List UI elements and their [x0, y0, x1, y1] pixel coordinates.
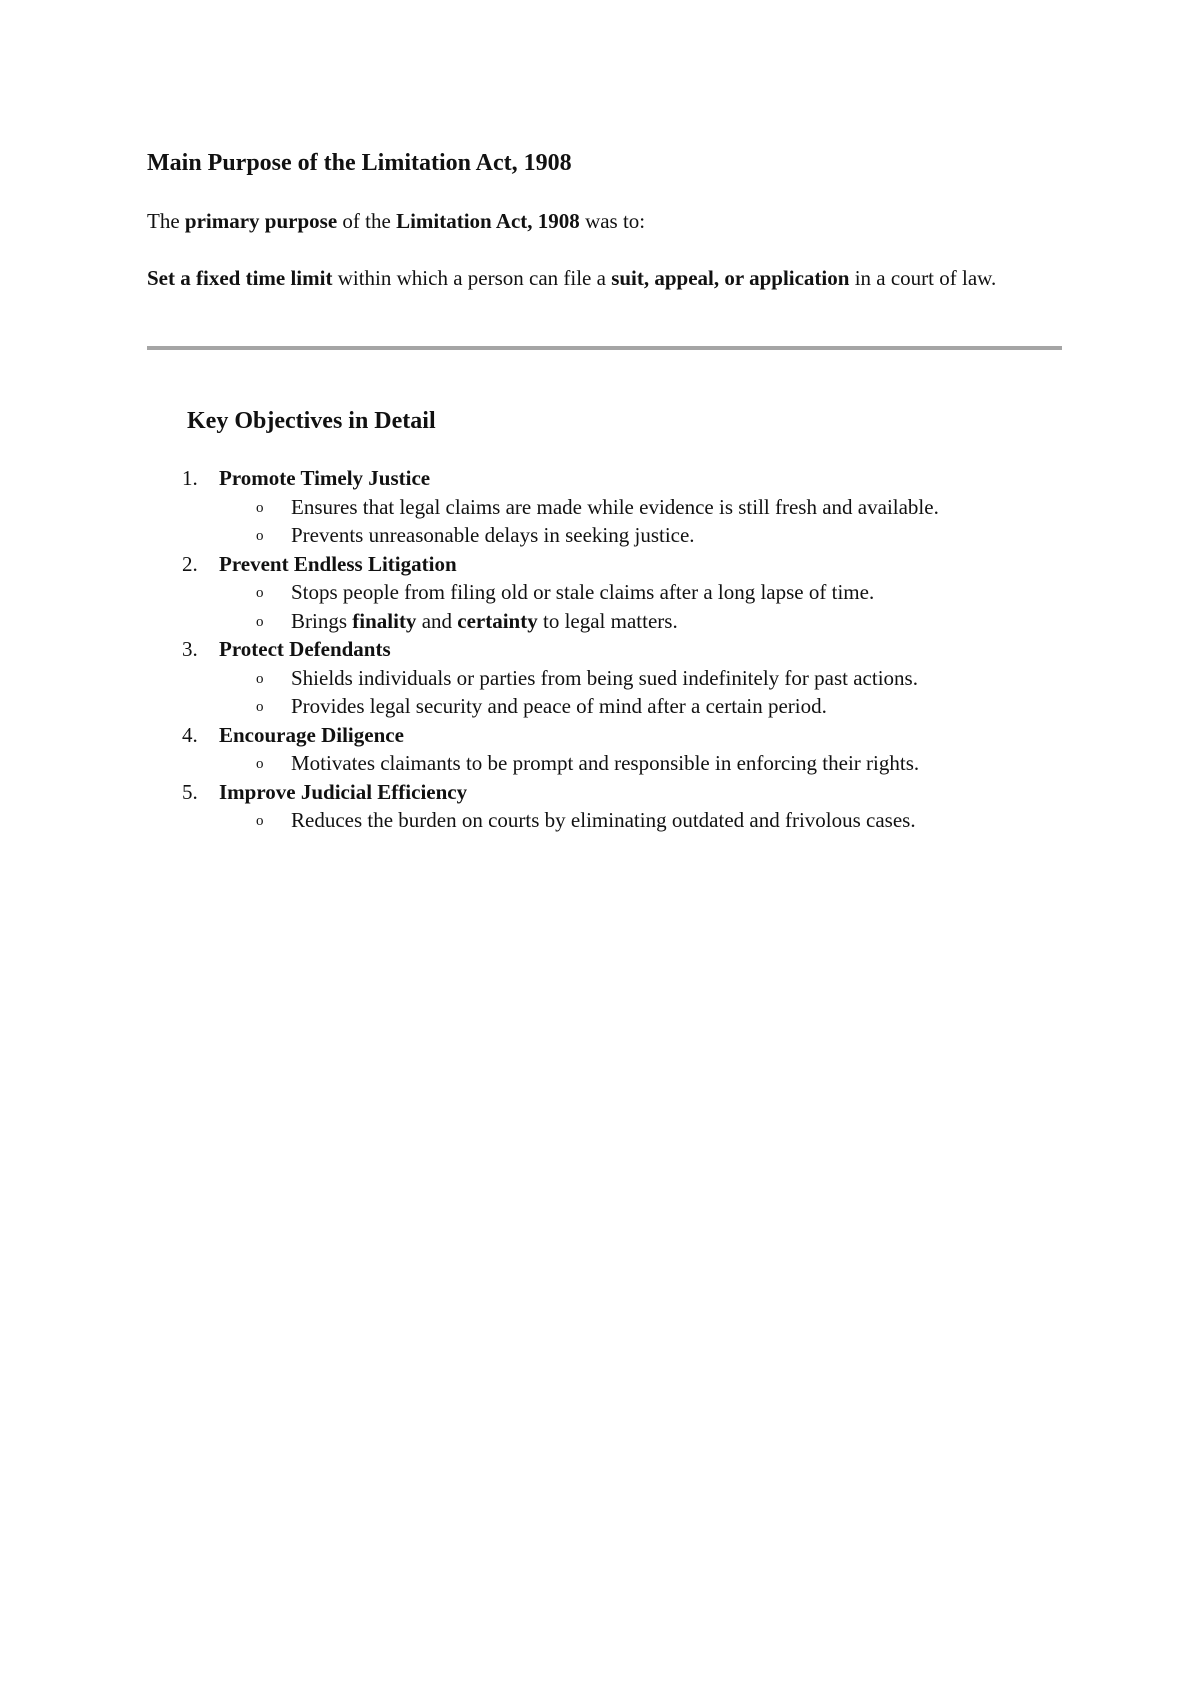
objective-heading	[0, 550, 1200, 579]
objective-point	[0, 664, 1200, 693]
objective-number: 5.	[182, 779, 198, 804]
objective-point-text: Reduces the burden on courts by eliminating outdated and frivolous cases.	[291, 808, 916, 832]
point-bold-finality: finality	[352, 608, 417, 633]
objective-heading	[0, 464, 1200, 493]
intro-text-2: of the	[337, 209, 397, 233]
objective-number: 2.	[182, 551, 198, 576]
objectives-list	[0, 464, 1200, 835]
bullet-circle-icon: o	[256, 670, 264, 687]
point-bold-certainty: certainty	[457, 608, 538, 633]
objective-heading	[0, 721, 1200, 750]
purpose-bold-time-limit: Set a fixed time limit	[147, 266, 333, 290]
point-text-2: and	[416, 608, 458, 633]
intro-bold-primary-purpose: primary purpose	[184, 209, 338, 233]
objective-point	[0, 749, 1200, 778]
point-text-3: to legal matters.	[537, 608, 678, 633]
bullet-circle-icon: o	[256, 699, 264, 715]
intro-bold-act-name: Limitation Act, 1908	[396, 209, 580, 233]
objective-title: Improve Judicial Efficiency	[219, 779, 468, 804]
objective-point-text: Ensures that legal claims are made while evidence is still fresh and available.	[291, 494, 939, 519]
objective-point-text: Prevents unreasonable delays in seeking justice.	[291, 523, 695, 547]
objective-point-text	[291, 607, 678, 636]
objective-item	[0, 464, 1200, 550]
objective-point-text: Provides legal security and peace of mind after a certain period.	[291, 694, 827, 718]
objective-number: 3.	[182, 637, 198, 661]
bullet-circle-icon: o	[256, 585, 264, 601]
section-title: Key Objectives in Detail	[187, 408, 436, 434]
objective-number: 4.	[182, 722, 198, 747]
objective-title: Prevent Endless Litigation	[219, 551, 457, 576]
purpose-paragraph	[147, 264, 1062, 292]
objective-heading	[0, 635, 1200, 664]
intro-text-1: The	[147, 209, 185, 233]
point-text-1: Brings	[291, 608, 353, 633]
objective-item	[0, 635, 1200, 721]
objective-number: 1.	[182, 466, 198, 490]
objective-title: Protect Defendants	[219, 637, 391, 661]
intro-text-3: was to:	[579, 209, 646, 233]
objective-point	[0, 806, 1200, 835]
bullet-circle-icon: o	[256, 499, 264, 516]
horizontal-rule	[147, 346, 1062, 350]
objective-point-text: Motivates claimants to be prompt and responsible in enforcing their rights.	[291, 751, 920, 775]
document-title: Main Purpose of the Limitation Act, 1908	[147, 150, 572, 176]
objective-item	[0, 550, 1200, 636]
objective-item	[0, 721, 1200, 778]
objective-title: Encourage Diligence	[219, 722, 404, 747]
bullet-circle-icon: o	[256, 528, 264, 544]
objective-point	[0, 493, 1200, 522]
objective-title: Promote Timely Justice	[219, 466, 431, 490]
objective-point	[0, 521, 1200, 550]
purpose-text-2: in a court of law.	[849, 266, 997, 290]
bullet-circle-icon: o	[256, 813, 264, 829]
bullet-circle-icon: o	[256, 613, 264, 630]
objective-item	[0, 778, 1200, 835]
objective-point	[0, 692, 1200, 721]
intro-paragraph	[147, 207, 645, 235]
purpose-bold-suit-appeal: suit, appeal, or application	[611, 266, 850, 290]
objective-heading	[0, 778, 1200, 807]
bullet-circle-icon: o	[256, 756, 264, 772]
objective-point-text: Stops people from filing old or stale claims after a long lapse of time.	[291, 580, 875, 604]
objective-point	[0, 578, 1200, 607]
purpose-text-1: within which a person can file a	[332, 266, 612, 290]
objective-point-text: Shields individuals or parties from being sued indefinitely for past actions.	[291, 665, 918, 690]
objective-point	[0, 607, 1200, 636]
